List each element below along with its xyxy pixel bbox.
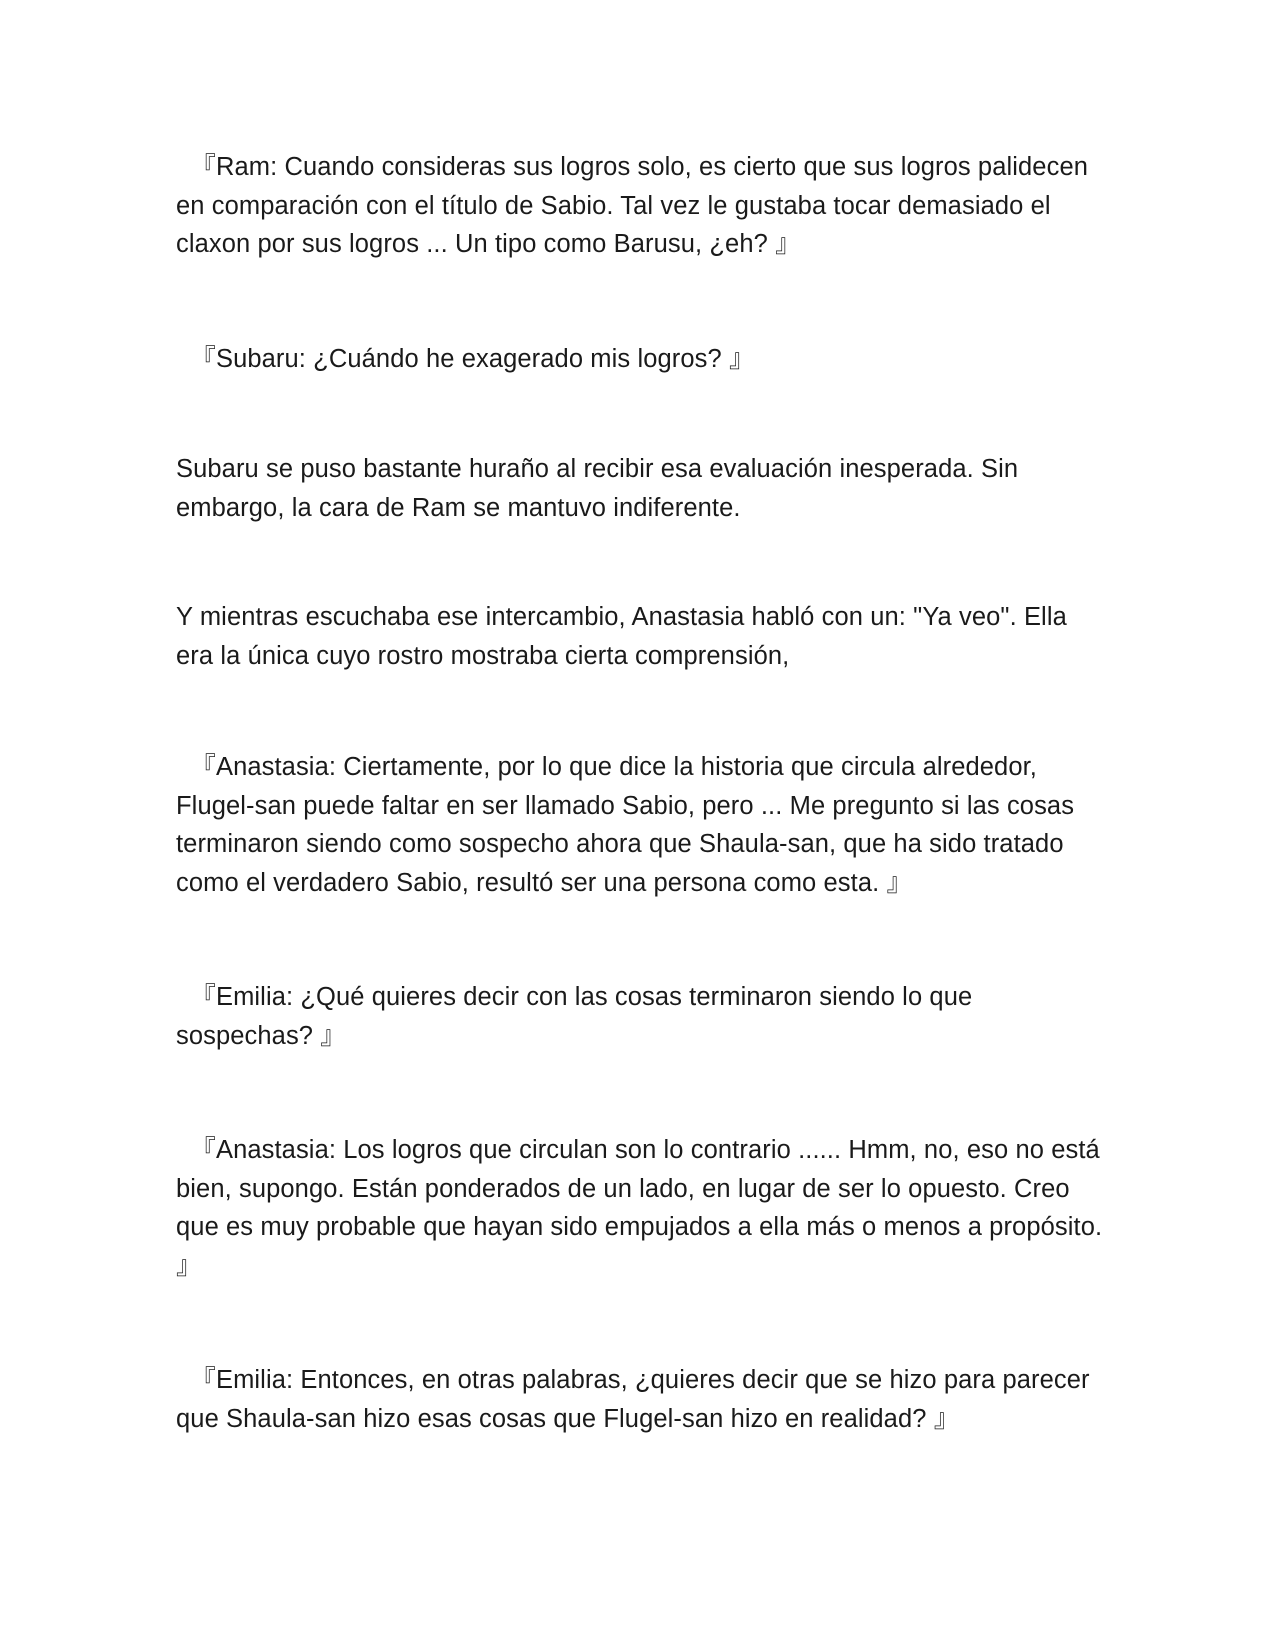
paragraph-anastasia-dialogue-2: 『Anastasia: Los logros que circulan son lo contrario ...... Hmm, no, eso no está bien, supongo. Están ponderados de un lado, en lugar de ser lo opuesto. Creo que es muy probable que hayan sido empujados a ella más o menos a propósito. 』 [176,1136,1103,1280]
paragraph-emilia-dialogue-2: 『Emilia: Entonces, en otras palabras, ¿quieres decir que se hizo para parecer que Shaula-san hizo esas cosas que Flugel-san hizo en realidad? 』 [176,1366,1090,1433]
paragraph-narration-anastasia: Y mientras escuchaba ese intercambio, Anastasia habló con un: "Ya veo". Ella era la única cuyo rostro mostraba cierta comprensión, [176,603,1067,670]
paragraph-ram-dialogue: 『Ram: Cuando consideras sus logros solo, es cierto que sus logros palidecen en comparación con el título de Sabio. Tal vez le gustaba tocar demasiado el claxon por sus logros ... Un tipo como Barusu, ¿eh? 』 [176,153,1089,258]
paragraph-emilia-dialogue-1: 『Emilia: ¿Qué quieres decir con las cosas terminaron siendo lo que sospechas? 』 [176,983,973,1050]
paragraph-narration-subaru: Subaru se puso bastante huraño al recibir esa evaluación inesperada. Sin embargo, la cara de Ram se mantuvo indiferente. [176,455,1019,522]
paragraph-anastasia-dialogue-1: 『Anastasia: Ciertamente, por lo que dice la historia que circula alrededor, Flugel-san puede faltar en ser llamado Sabio, pero ... Me pregunto si las cosas terminaron siendo como sospecho ahora que Shaula-san, que ha sido tratado como el verdadero Sabio, resultó ser una persona como esta. 』 [176,753,1075,897]
paragraph-subaru-dialogue: 『Subaru: ¿Cuándo he exagerado mis logros? 』 [176,345,755,373]
